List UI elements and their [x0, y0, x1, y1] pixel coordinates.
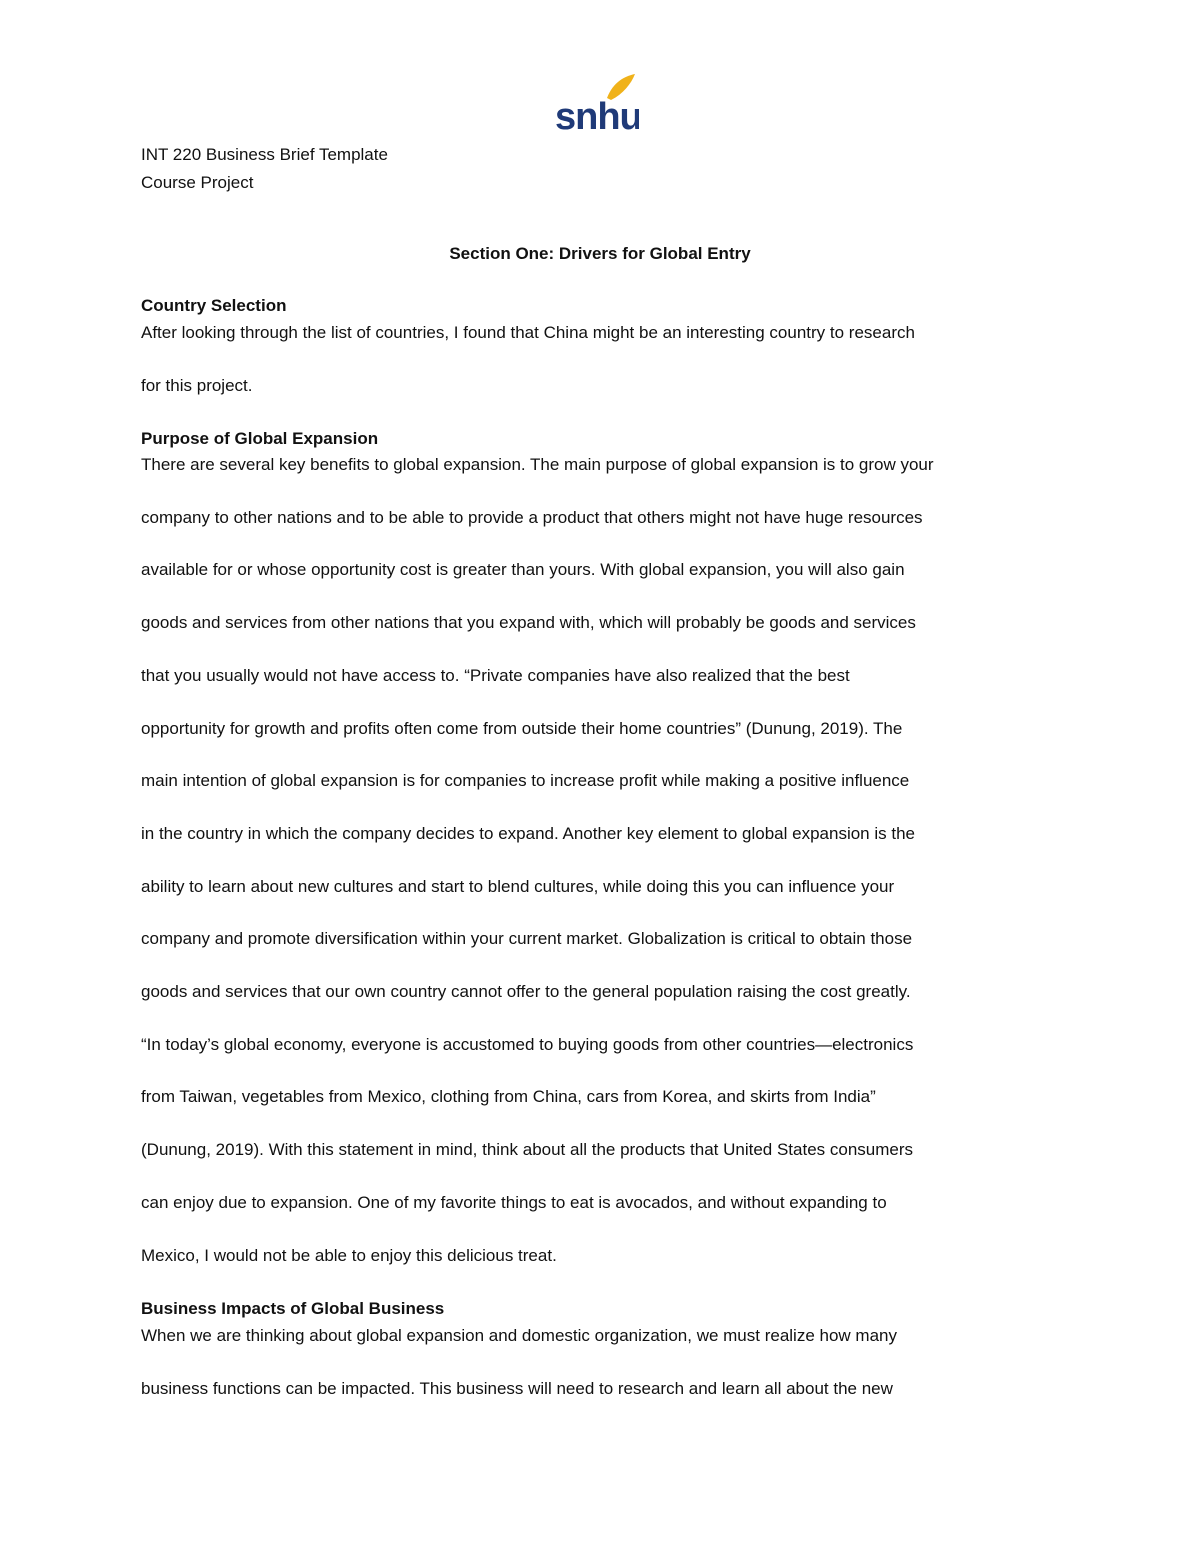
paragraph-line: company and promote diversification within your current market. Globalization is critical to obtain those [141, 929, 913, 949]
header-line-1: INT 220 Business Brief Template [141, 145, 388, 164]
paragraph-line: Mexico, I would not be able to enjoy this delicious treat. [141, 1245, 557, 1265]
header-line-2: Course Project [141, 173, 254, 192]
paragraph-line: from Taiwan, vegetables from Mexico, clothing from China, cars from Korea, and skirts from India” [141, 1087, 876, 1107]
paragraph-line: can enjoy due to expansion. One of my favorite things to eat is avocados, and without expanding to [141, 1192, 887, 1212]
section-title: Section One: Drivers for Global Entry [449, 244, 751, 263]
paragraph-line: There are several key benefits to global expansion. The main purpose of global expansion is to grow your [141, 455, 934, 474]
paragraph-line: opportunity for growth and profits often come from outside their home countries” (Dunung, 2019). The [141, 718, 903, 738]
paragraph-line: (Dunung, 2019). With this statement in mind, think about all the products that United States consumers [141, 1140, 914, 1160]
paragraph-line: in the country in which the company decides to expand. Another key element to global expansion is the [141, 823, 915, 843]
section-heading: Purpose of Global Expansion [141, 429, 379, 448]
paragraph-line: that you usually would not have access to. “Private companies have also realized that the best [141, 665, 850, 685]
paragraph-line: “In today’s global economy, everyone is accustomed to buying goods from other countries—electronics [141, 1034, 914, 1054]
paragraph-line: ability to learn about new cultures and start to blend cultures, while doing this you can influence your [141, 876, 895, 896]
snhu-logo [555, 74, 639, 137]
svg-text:snhu: snhu [555, 96, 639, 132]
paragraph-line: goods and services that our own country cannot offer to the general population raising the cost greatly. [141, 982, 911, 1001]
paragraph-line: After looking through the list of countries, I found that China might be an interesting country to research [141, 323, 915, 342]
paragraph-line: for this project. [141, 375, 253, 395]
paragraph-line: company to other nations and to be able to provide a product that others might not have huge resources [141, 507, 923, 527]
paragraph-line: main intention of global expansion is for companies to increase profit while making a positive influence [141, 771, 910, 791]
paragraph-line: available for or whose opportunity cost is greater than yours. With global expansion, you will also gain [141, 560, 905, 580]
paragraph-line: business functions can be impacted. This business will need to research and learn all about the new [141, 1378, 893, 1398]
paragraph-line: When we are thinking about global expansion and domestic organization, we must realize how many [141, 1326, 897, 1345]
paragraph-line: goods and services from other nations that you expand with, which will probably be goods and services [141, 613, 916, 633]
section-heading: Country Selection [141, 296, 287, 315]
section-heading: Business Impacts of Global Business [141, 1299, 445, 1318]
